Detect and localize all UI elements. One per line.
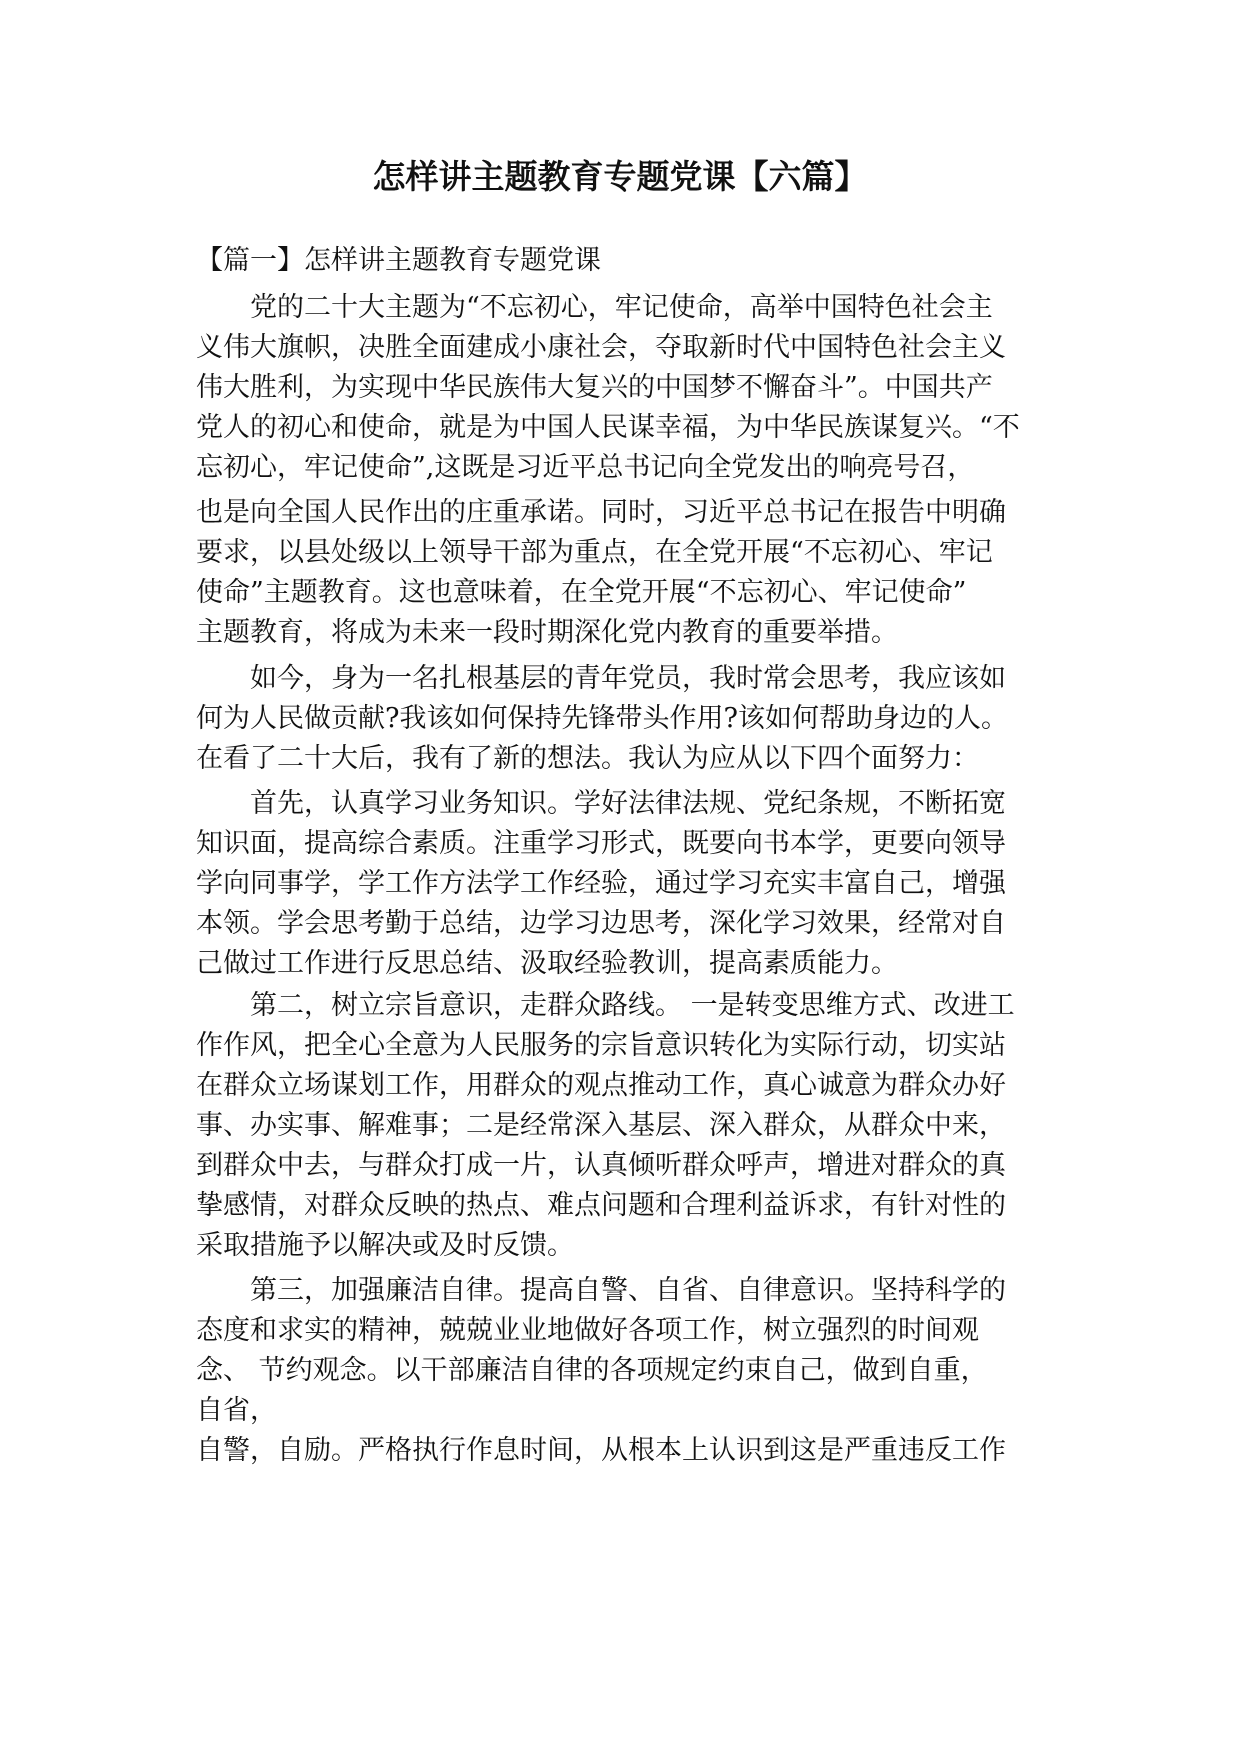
text-line: 本领。学会思考勤于总结，边学习边思考，深化学习效果，经常对自 [196,908,1006,939]
text-line: 如今，身为一名扎根基层的青年党员，我时常会思考，我应该如 [250,663,1006,694]
text-line: 在群众立场谋划工作，用群众的观点推动工作，真心诚意为群众办好 [196,1070,1006,1101]
paragraph [196,493,1056,653]
text-line: 在看了二十大后，我有了新的想法。我认为应从以下四个面努力： [196,743,979,774]
text-line: 义伟大旗帜，决胜全面建成小康社会，夺取新时代中国特色社会主义 [196,332,1006,363]
text-line: 知识面，提高综合素质。注重学习形式，既要向书本学，更要向领导 [196,828,1006,859]
text-line: 党人的初心和使命，就是为中国人民谋幸福，为中华民族谋复兴。“不 [196,412,1020,443]
text-line: 第二，树立宗旨意识，走群众路线。 一是转变思维方式、改进工 [250,990,1015,1021]
text-line: 自省， [196,1395,277,1426]
text-line: 忘初心，牢记使命”,这既是习近平总书记向全党发出的响亮号召， [196,452,975,483]
section-heading: 【篇一】怎样讲主题教育专题党课 [196,245,601,276]
text-line: 采取措施予以解决或及时反馈。 [196,1230,574,1261]
text-line: 使命”主题教育。这也意味着，在全党开展“不忘初心、牢记使命” [196,577,967,608]
text-line: 何为人民做贡献?我该如何保持先锋带头作用?该如何帮助身边的人。 [196,703,1008,734]
document-title: 怎样讲主题教育专题党课【六篇】 [372,157,868,196]
text-line: 己做过工作进行反思总结、汲取经验教训，提高素质能力。 [196,948,898,979]
paragraph [196,288,1056,488]
text-line: 态度和求实的精神，兢兢业业地做好各项工作，树立强烈的时间观 [196,1315,979,1346]
text-line: 念、 节约观念。以干部廉洁自律的各项规定约束自己，做到自重， [196,1355,988,1386]
text-line: 学向同事学，学工作方法学工作经验，通过学习充实丰富自己，增强 [196,868,1006,899]
paragraph [196,784,1056,984]
text-line: 到群众中去，与群众打成一片，认真倾听群众呼声，增进对群众的真 [196,1150,1006,1181]
text-line: 也是向全国人民作出的庄重承诺。同时，习近平总书记在报告中明确 [196,497,1006,528]
paragraph [196,659,1056,779]
text-line: 伟大胜利，为实现中华民族伟大复兴的中国梦不懈奋斗”。中国共产 [196,372,993,403]
text-line: 党的二十大主题为“不忘初心，牢记使命，高举中国特色社会主 [250,292,993,323]
text-line: 自警，自励。严格执行作息时间，从根本上认识到这是严重违反工作 [196,1435,1006,1466]
text-line: 作作风，把全心全意为人民服务的宗旨意识转化为实际行动，切实站 [196,1030,1006,1061]
paragraph [196,1271,1056,1471]
text-line: 主题教育，将成为未来一段时期深化党内教育的重要举措。 [196,617,898,648]
text-line: 事、办实事、解难事；二是经常深入基层、深入群众，从群众中来， [196,1110,1006,1141]
paragraph [196,986,1056,1266]
text-line: 第三，加强廉洁自律。提高自警、自省、自律意识。坚持科学的 [250,1275,1006,1306]
text-line: 首先，认真学习业务知识。学好法律法规、党纪条规，不断拓宽 [250,788,1006,819]
text-line: 挚感情，对群众反映的热点、难点问题和合理利益诉求，有针对性的 [196,1190,1006,1221]
text-line: 要求，以县处级以上领导干部为重点，在全党开展“不忘初心、牢记 [196,537,993,568]
